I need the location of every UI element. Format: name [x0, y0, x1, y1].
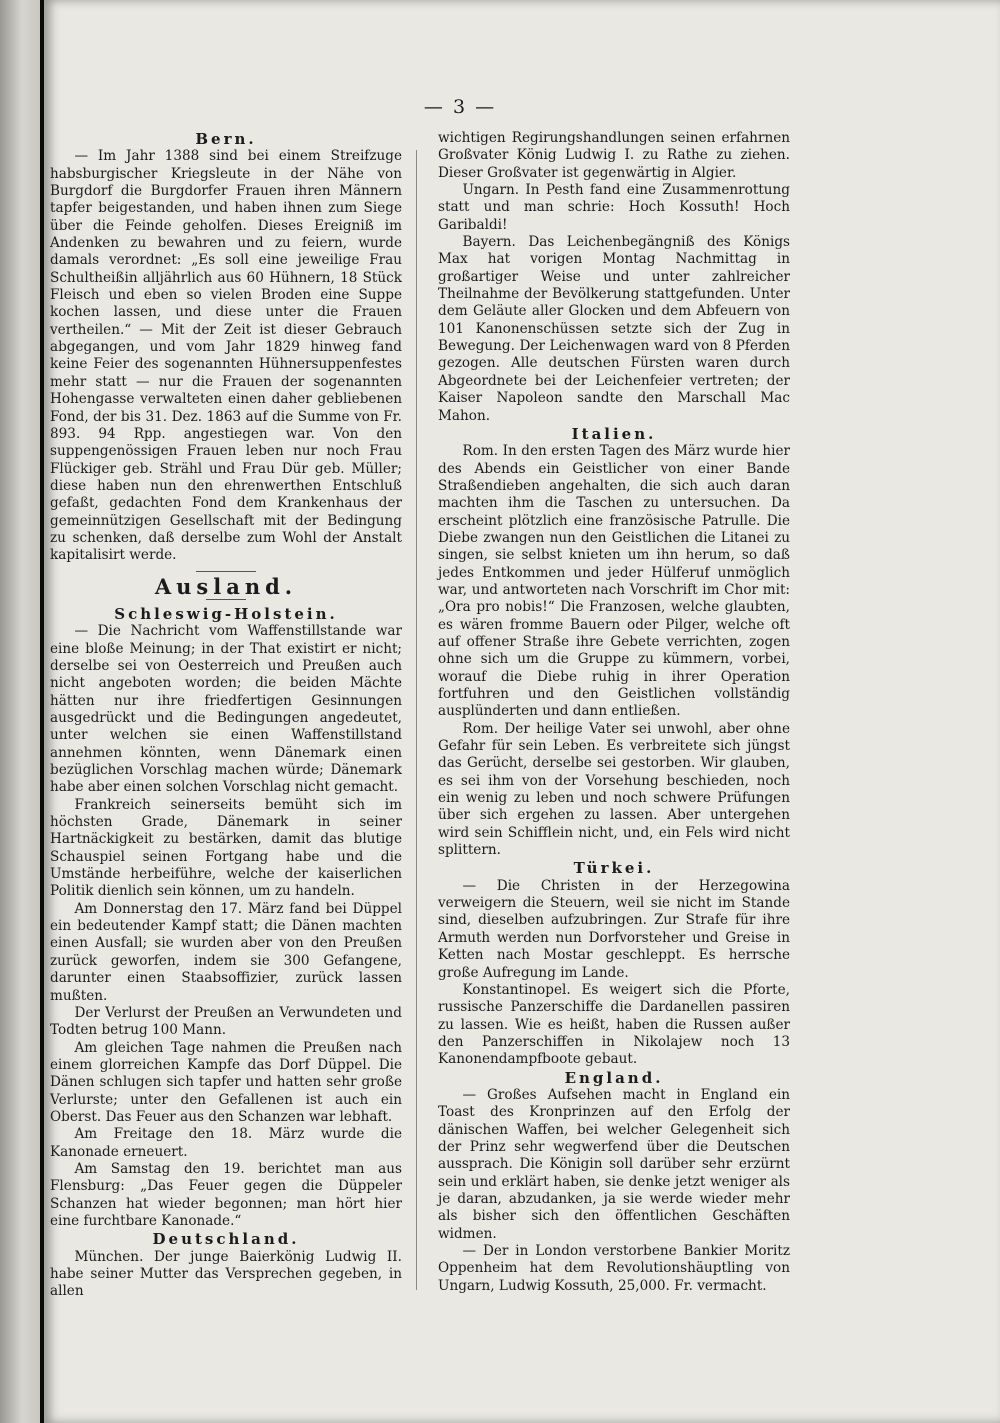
paragraph-continued: wichtigen Regirungshandlungen seinen erfahrnen Großvater König Ludwig I. zu Rathe zu ziehen. Dieser Großvater ist gegenwärtig in Algier.	[438, 130, 790, 181]
heading-bern: Bern.	[195, 130, 257, 148]
paragraph: — Die Christen in der Herzegowina verweigern die Steuern, weil sie nicht im Stande sind, dieselben aufzubringen. Zur Strafe für ihre Armuth werden nun Dorfvorsteher und Greise in Ketten nach Mostar geschleppt. Es herrsche große Aufregung im Lande.	[438, 877, 790, 981]
paragraph: Am Donnerstag den 17. März fand bei Düppel ein bedeutender Kampf statt; die Dänen machten einen Ausfall; sie wurden aber von den Preußen zurück geworfen, indem sie 300 Gefangene, darunter einen Staabsoffizier, zurück lassen mußten.	[50, 900, 402, 1004]
previous-page-edge	[0, 0, 40, 1423]
paragraph: Rom. In den ersten Tagen des März wurde hier des Abends ein Geistlicher von einer Bande Straßendieben angehalten, die sich auch daran machten ihm die Taschen zu untersuchen. Da erscheint plötzlich eine französische Patrulle. Die Diebe zwangen nun den Geistlichen die Litanei zu singen, sie selbst knieten um ihn herum, so daß jedes Entkommen und jeder Hülferuf unmöglich war, und antworteten nach Vorschrift im Chor mit: „Ora pro nobis!“ Die Franzosen, welche glaubten, es wären fromme Bauern oder Pilger, welche oft auf offener Straße ihre Gebete verrichten, zogen ohne sich um die Gruppe zu kümmern, vorbei, worauf die Diebe ruhig in ihrer Operation fortfuhren und den Geistlichen vollständig ausplünderten und dann entließen.	[438, 443, 790, 720]
column-divider	[416, 150, 417, 1290]
paragraph: Der Verlurst der Preußen an Verwundeten und Todten betrug 100 Mann.	[50, 1004, 402, 1039]
paragraph: Am Samstag den 19. berichtet man aus Flensburg: „Das Feuer gegen die Düppeler Schanzen hat wieder begonnen; man hört hier eine furchtbare Kanonade.“	[50, 1160, 402, 1229]
paragraph: Konstantinopel. Es weigert sich die Pforte, russische Panzerschiffe die Dardanellen passiren zu lassen. Wie es heißt, haben die Russen außer den Panzerschiffen in Nikolajew noch 13 Kanonendampfboote gebaut.	[438, 981, 790, 1068]
heading-schleswig-holstein: Schleswig-Holstein.	[114, 604, 338, 623]
heading-ausland: Ausland.	[154, 573, 298, 599]
paragraph: — Großes Aufsehen macht in England ein Toast des Kronprinzen auf den Erfolg der dänischen Waffen, bei welcher Gelegenheit sich der Prinz sehr wegwerfend über die Deutschen aussprach. Die Königin soll darüber sehr erzürnt sein und erklärt haben, sie denke jetzt weniger als je daran, abzudanken, ja sie werde wieder mehr als bisher sich den öffentlichen Geschäften widmen.	[438, 1086, 790, 1242]
paragraph: — Die Nachricht vom Waffenstillstande war eine bloße Meinung; in der That existirt er nicht; derselbe sei von Oesterreich und Preußen auch nicht angeboten worden; die beiden Mächte hätten nur ihre friedfertigen Gesinnungen ausgedrückt und die Bedingungen angedeutet, unter welchen sie einen Waffenstillstand annehmen könnten, wenn Dänemark einen bezüglichen Vorschlag machen würde; Dänemark habe aber einen solchen Vorschlag nicht gemacht.	[50, 623, 402, 796]
paragraph: Rom. Der heilige Vater sei unwohl, aber ohne Gefahr für sein Leben. Es verbreitete sich jüngst das Gerücht, derselbe sei gestorben. Wir glauben, es sei ihm von der Vorsehung beschieden, noch ein wenig zu leben und noch schwere Prüfungen über sich ergehen zu lassen. Aber untergehen wird sein Schifflein nicht, und, ein Fels wird nicht splittern.	[438, 720, 790, 859]
right-column	[438, 130, 790, 1295]
separator-rule-small	[206, 599, 246, 600]
heading-deutschland: Deutschland.	[152, 1230, 300, 1249]
paragraph: Bayern. Das Leichenbegängniß des Königs Max hat vorigen Montag Nachmittag in großartiger Weise und unter zahlreicher Theilnahme der Bevölkerung stattgefunden. Unter dem Geläute aller Glocken und dem Abfeuern von 101 Kanonenschüssen setzte sich der Zug in Bewegung. Der Leichenwagen ward von 8 Pferden gezogen. Alle deutschen Fürsten waren durch Abgeordnete bei der Leichenfeier vertreten; der Kaiser Napoleon sandte den Marschall Mac Mahon.	[438, 234, 790, 424]
separator-rule	[196, 571, 256, 572]
article-bern: — Im Jahr 1388 sind bei einem Streifzuge habsburgischer Kriegsleute in der Nähe von Burgdorf die Burgdorfer Frauen ihren Männern tapfer beigestanden, und haben ihnen zum Siege über die Feinde geholfen. Dieses Ereigniß im Andenken zu bewahren und zu feiern, wurde damals verordnet: „Es soll eine jeweilige Frau Schultheißin alljährlich aus 60 Hühnern, 18 Stück Fleisch und eben so vielen Broden eine Suppe kochen lassen, und diese unter die Frauen vertheilen.“ — Mit der Zeit ist dieser Gebrauch abgegangen, und vom Jahr 1829 hinweg fand keine Feier des sogenannten Hühnersuppenfestes mehr statt — nur die Frauen der sogenannten Hohengasse verwalteten einen daher gebliebenen Fond, der bis 31. Dez. 1863 auf die Summe von Fr. 893. 94 Rpp. angestiegen war. Von den suppengenössigen Frauen leben nur noch Frau Flückiger geb. Strähl und Frau Dür geb. Müller; diese haben nun den ehrenwerthen Entschluß gefaßt, gedachten Fond dem Krankenhaus der gemeinnützigen Gesellschaft mit der Bedingung zu schenken, daß derselbe zum Wohl der Anstalt kapitalisirt werde.	[50, 148, 402, 564]
paragraph: Am gleichen Tage nahmen die Preußen nach einem glorreichen Kampfe das Dorf Düppel. Die Dänen schlugen sich tapfer und hatten sehr große Verlurste; unter den Gefallenen ist auch ein Oberst. Das Feuer aus den Schanzen war lebhaft.	[50, 1039, 402, 1125]
left-column	[50, 130, 402, 1301]
paragraph: Am Freitage den 18. März wurde die Kanonade erneuert.	[50, 1126, 402, 1160]
page-number: — 3 —	[423, 96, 497, 118]
paragraph: München. Der junge Baierkönig Ludwig II. habe seiner Mutter das Versprechen gegeben, in allen	[50, 1248, 402, 1300]
heading-england: England.	[564, 1068, 664, 1087]
heading-italien: Italien.	[571, 424, 657, 443]
paragraph: Frankreich seinerseits bemüht sich im höchsten Grade, Dänemark in seiner Hartnäckigkeit zu bestärken, damit das blutige Schauspiel seinen Fortgang habe und die Umstände herbeiführe, welche der kaiserlichen Politik dienlich sein können, um zu handeln.	[50, 796, 402, 900]
paragraph: — Der in London verstorbene Bankier Moritz Oppenheim hat dem Revolutionshäuptling von Ungarn, Ludwig Kossuth, 25,000. Fr. vermacht.	[438, 1243, 790, 1294]
heading-tuerkei: Türkei.	[573, 859, 655, 878]
paragraph: Ungarn. In Pesth fand eine Zusammenrottung statt und man schrie: Hoch Kossuth! Hoch Garibaldi!	[438, 182, 790, 233]
